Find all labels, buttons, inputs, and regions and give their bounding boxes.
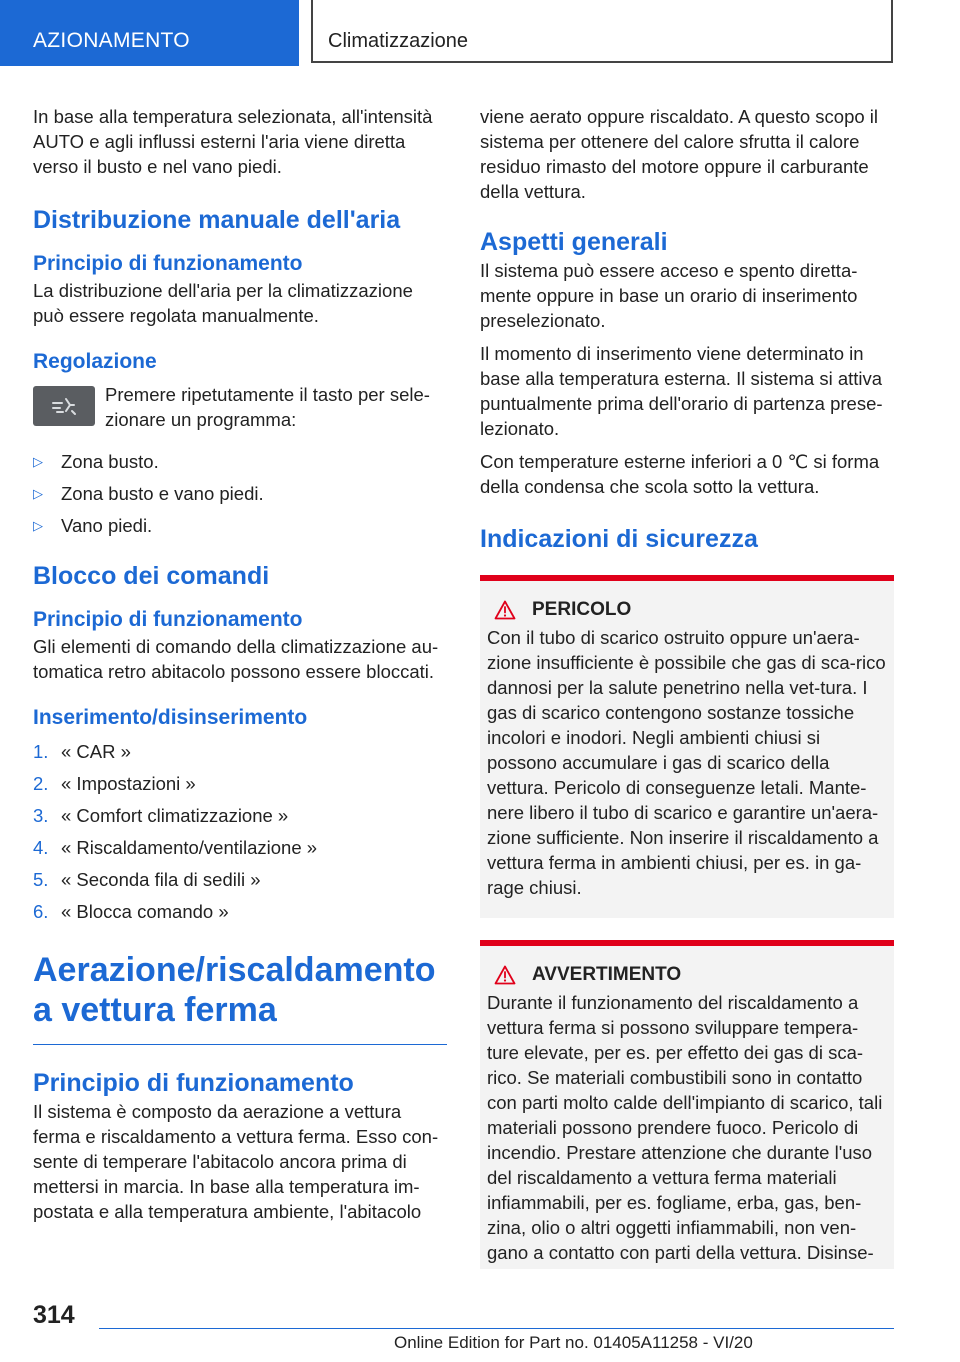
warning-text: Durante il funzionamento del riscaldamento a vettura ferma si possono sviluppare tempera-ture elevate, per es. per effetto dei gas di sca-rico. Se materiali combustibili sono in contatto con parti molto calde dell'impianto di scarico, tali materiali possono prendere fuoco. Pericolo di incendio. Prestare attenzione che durante l'uso del riscaldamento a vettura ferma materiali infiammabili, per es. fogliame, erba, gas, ben-zina, olio o altri oggetti infiammabili, non ven-gano a contatto con parti della vettura. Disinse- (487, 992, 883, 1263)
bullet-text: Zona busto e vano piedi. (61, 483, 264, 504)
step-text: « Riscaldamento/ventilazione » (61, 837, 318, 858)
step-text: « Seconda fila di sedili » (61, 869, 261, 890)
warning-box (480, 940, 894, 1269)
bullet-text: Zona busto. (61, 451, 159, 472)
danger-title-row (487, 599, 887, 621)
step-number: 5. (33, 869, 49, 890)
air-distribution-button-image (33, 386, 95, 426)
danger-title: PERICOLO (532, 599, 632, 620)
principio-2-text: Gli elementi di comando della climatizzazione au-tomatica retro abitacolo possono essere bloccati. (33, 636, 439, 682)
warning-triangle-icon (494, 965, 516, 985)
step-text: « Impostazioni » (61, 773, 196, 794)
header-section-tab (0, 0, 299, 66)
header-section-label: AZIONAMENTO (33, 29, 190, 52)
bullet-text: Vano piedi. (61, 515, 153, 536)
air-distribution-icon (50, 395, 78, 417)
warning-title-row (487, 964, 887, 986)
step-item (33, 771, 447, 796)
heading-aspetti: Aspetti generali (480, 228, 668, 256)
step-item (33, 803, 447, 828)
step-number: 6. (33, 901, 49, 922)
step-text: « CAR » (61, 741, 131, 762)
step-text: « Comfort climatizzazione » (61, 805, 289, 826)
step-number: 3. (33, 805, 49, 826)
aspetti-text-1: Il sistema può essere acceso e spento diretta-mente oppure in base un orario di inserimento preselezionato. (480, 260, 858, 331)
step-number: 2. (33, 773, 49, 794)
step-item (33, 739, 447, 764)
heading-blocco: Blocco dei comandi (33, 562, 270, 590)
heading-regolazione: Regolazione (33, 350, 157, 373)
regolazione-text: Premere ripetutamente il tasto per sele-zionare un programma: (105, 384, 430, 430)
header-chapter-tab (311, 0, 893, 63)
step-item (33, 899, 447, 924)
principio-3-text: Il sistema è composto da aerazione a vettura ferma e riscaldamento a vettura ferma. Esso con-sente di temperare l'abitacolo ancora prima di mettersi in marcia. In base alla temperatura im-postata e alla temperatura ambiente, l'abitacolo (33, 1101, 439, 1222)
heading-aerazione: Aerazione/riscaldamento a vettura ferma (33, 951, 436, 1029)
air-distribution-button-row (33, 382, 447, 432)
aspetti-text-2: Il momento di inserimento viene determinato in base alla temperatura esterna. Il sistema si attiva puntualmente prima dell'orario di partenza prese-lezionato. (480, 343, 883, 439)
principio-1-text: La distribuzione dell'aria per la climatizzazione può essere regolata manualmente. (33, 280, 413, 326)
warning-title: AVVERTIMENTO (532, 964, 682, 985)
step-item (33, 867, 447, 892)
step-number: 4. (33, 837, 49, 858)
danger-text: Con il tubo di scarico ostruito oppure un'aera-zione insufficiente è possibile che gas di sca-rico dannosi per la salute penetrino nella vet-tura. I gas di scarico contengono sostanze tossiche incolori e inodori. Negli ambienti chiusi si possono accumulare i gas di scarico della vettura. Pericolo di conseguenze letali. Mante-nere libero il tubo di scarico e garantire un'aera-zione sufficiente. Non inserire il riscaldamento a vettura ferma in ambienti chiusi, per es. in ga-rage chiusi. (487, 627, 886, 898)
heading-distribuzione: Distribuzione manuale dell'aria (33, 206, 401, 234)
step-number: 1. (33, 741, 49, 762)
triangle-bullet-icon: ▷ (33, 486, 43, 501)
list-item (33, 481, 447, 506)
continued-paragraph: viene aerato oppure riscaldato. A questo scopo il sistema per ottenere del calore sfrutta il calore residuo rimasto del motore oppure il carburante della vettura. (480, 106, 879, 202)
step-text: « Blocca comando » (61, 901, 229, 922)
heading-principio-1: Principio di funzionamento (33, 252, 303, 275)
list-item (33, 513, 447, 538)
footer-edition: Online Edition for Part no. 01405A11258 - VI/20 (394, 1333, 753, 1352)
list-item (33, 449, 447, 474)
intro-paragraph: In base alla temperatura selezionata, all'intensità AUTO e agli influssi esterni l'aria viene diretta verso il busto e nel vano piedi. (33, 106, 433, 177)
step-item (33, 835, 447, 860)
triangle-bullet-icon: ▷ (33, 454, 43, 469)
triangle-bullet-icon: ▷ (33, 518, 43, 533)
heading-inserimento: Inserimento/disinserimento (33, 706, 308, 729)
footer-divider (99, 1328, 894, 1329)
heading-principio-3: Principio di funzionamento (33, 1069, 354, 1097)
header-chapter-label: Climatizzazione (328, 30, 469, 52)
aspetti-text-3: Con temperature esterne inferiori a 0 ℃ si forma della condensa che scola sotto la vettura. (480, 451, 880, 497)
heading-principio-2: Principio di funzionamento (33, 608, 303, 631)
right-column (480, 104, 894, 1269)
warning-triangle-icon (494, 600, 516, 620)
heading-sicurezza: Indicazioni di sicurezza (480, 525, 758, 553)
left-column (33, 104, 447, 1224)
page-number: 314 (33, 1301, 75, 1329)
danger-box (480, 575, 894, 918)
